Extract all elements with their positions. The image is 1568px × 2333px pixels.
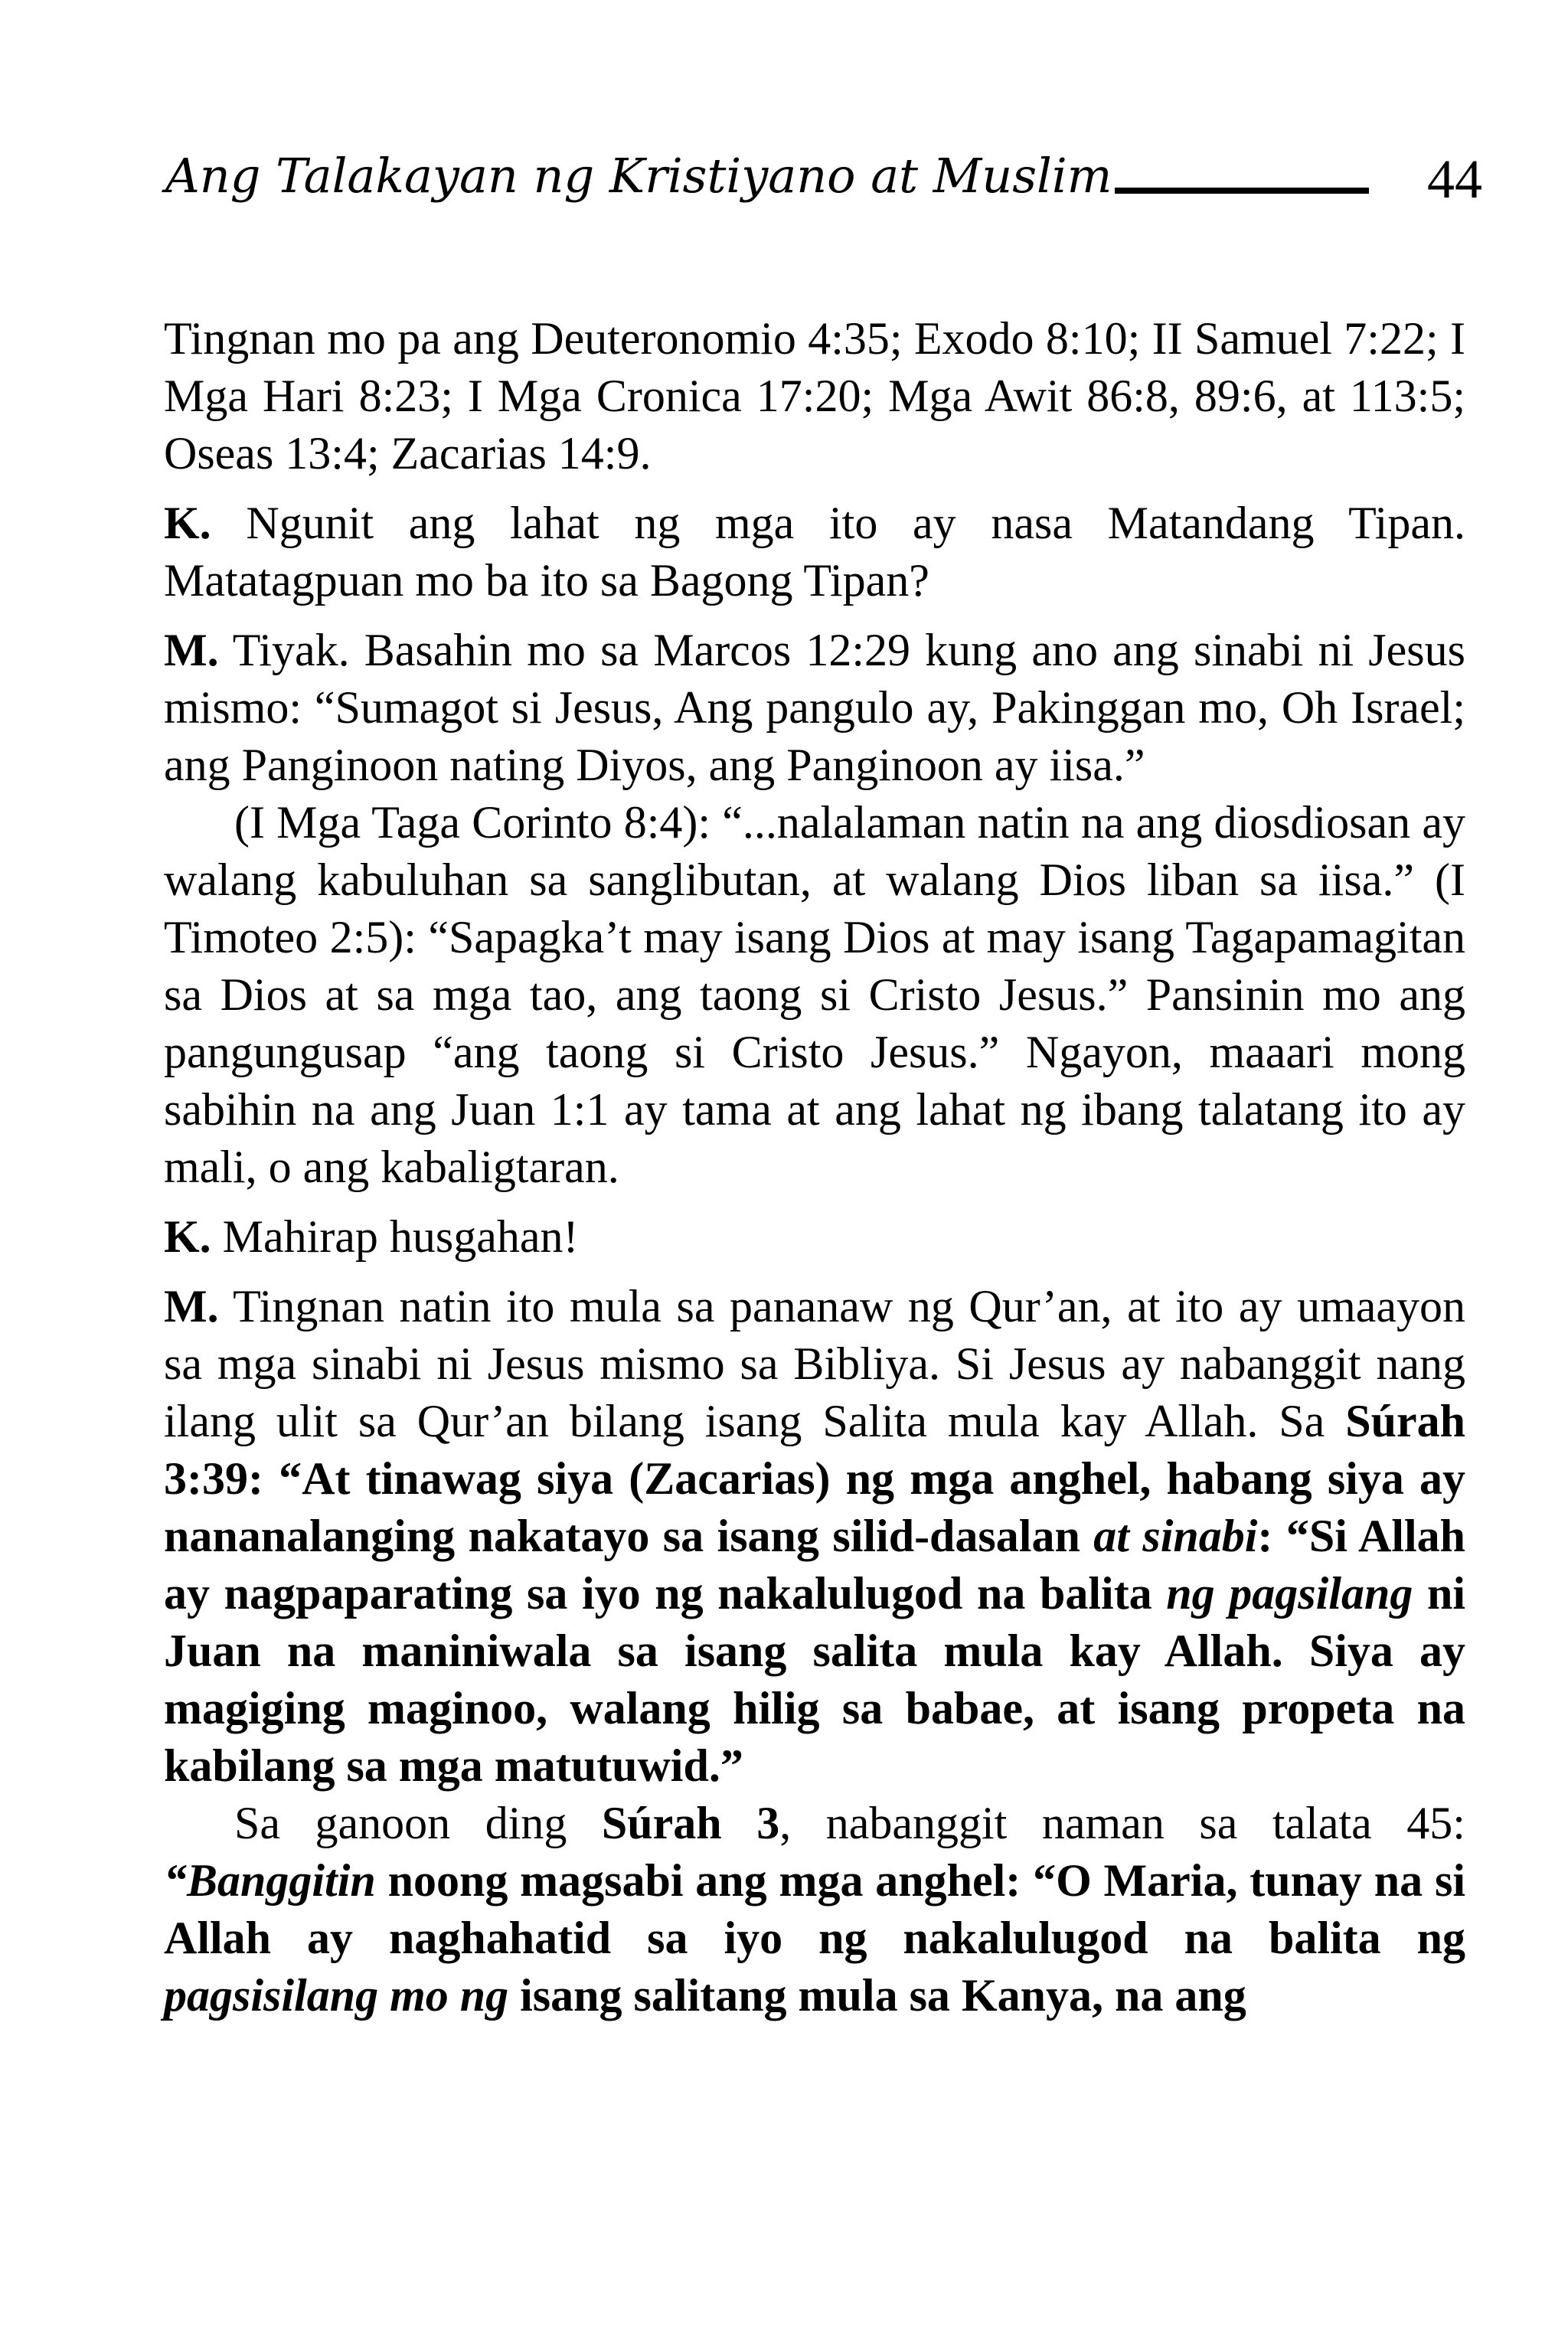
- paragraph-text: Mahirap husgahan!: [211, 1211, 579, 1262]
- running-header: [165, 142, 1482, 226]
- quran-quote: ni Juan na maniniwala sa isang salita mula kay Allah. Siya ay magiging maginoo, walang hilig sa babae, at isang propeta na kabilang sa mga matutuwid.”: [164, 1568, 1465, 1791]
- paragraph-references: [164, 310, 1465, 482]
- paragraph-text: (I Mga Taga Corinto 8:4): “...nalalaman natin na ang diosdiosan ay walang kabuluhan sa sanglibutan, at walang Dios liban sa iisa.” (I Timoteo 2:5): “Sapagka’t may isang Dios at may isang Tagapamagitan sa Dios at sa mga tao, ang taong si Cristo Jesus.” Pansinin mo ang pangungusap “ang taong si Cristo Jesus.” Ngayon, maaari mong sabihin na ang Juan 1:1 ay tama at ang lahat ng ibang talatang ito ay mali, o ang kabaligtaran.: [164, 797, 1465, 1192]
- page-number: 44: [1427, 149, 1482, 210]
- speaker-label: M.: [164, 625, 219, 675]
- question-k-2: [164, 1208, 1465, 1266]
- question-k-1: [164, 495, 1465, 609]
- quran-quote-italic: sinabi: [1142, 1511, 1258, 1561]
- paragraph-text: , nabanggit naman sa talata 45:: [779, 1798, 1465, 1848]
- speaker-label: K.: [164, 498, 211, 548]
- quran-quote-surah: Súrah 3:39: “At tinawag siya (Zacarias) ng mga anghel, habang siya ay nananalanging nakatayo sa isang silid-dasalan: [164, 1396, 1465, 1561]
- header-title: Ang Talakayan ng Kristiyano at Muslim: [165, 148, 1112, 204]
- paragraph-surah-45: [164, 1795, 1465, 2024]
- body-text: [164, 310, 1465, 2024]
- speaker-label: K.: [164, 1211, 211, 1262]
- paragraph-text: Tingnan natin ito mula sa pananaw ng Qur’an, at ito ay umaayon sa mga sinabi ni Jesus mismo sa Bibliya. Si Jesus ay nabanggit nang ilang ulit sa Qur’an bilang isang Salita mula kay Allah. Sa: [164, 1281, 1465, 1446]
- paragraph-corinto: [164, 794, 1465, 1196]
- paragraph-text: Sa ganoon ding: [234, 1798, 602, 1848]
- paragraph-text: Tingnan mo pa ang Deuteronomio 4:35; Exodo 8:10; II Samuel 7:22; I Mga Hari 8:23; I Mga Cronica 17:20; Mga Awit 86:8, 89:6, at 113:5; Oseas 13:4; Zacarias 14:9.: [164, 313, 1465, 479]
- quran-quote-italic: “Banggitin: [164, 1855, 376, 1906]
- header-rule: [1115, 188, 1369, 194]
- quran-quote: noong magsabi ang mga anghel: “O Maria, tunay na si Allah ay naghahatid sa iyo ng nakalulugod na balita ng: [164, 1855, 1465, 1963]
- quran-quote-italic: at: [1093, 1511, 1129, 1561]
- paragraph-text: Ngunit ang lahat ng mga ito ay nasa Matandang Tipan. Matatagpuan mo ba ito sa Bagong Tipan?: [164, 498, 1465, 606]
- speaker-label: M.: [164, 1281, 219, 1332]
- answer-m-2: [164, 1278, 1465, 1795]
- quran-quote: : “Si Allah ay nagpaparating sa iyo ng nakalulugod na balita: [164, 1511, 1466, 1619]
- quran-quote: isang salitang mula sa Kanya, na ang: [508, 1970, 1246, 2021]
- quran-quote-italic: ng pagsilang: [1166, 1568, 1413, 1619]
- paragraph-text: Tiyak. Basahin mo sa Marcos 12:29 kung ano ang sinabi ni Jesus mismo: “Sumagot si Jesus, Ang pangulo ay, Pakinggan mo, Oh Israel; ang Panginoon nating Diyos, ang Panginoon ay iisa.”: [164, 625, 1465, 790]
- space: [1129, 1511, 1142, 1561]
- surah-reference: Súrah 3: [601, 1798, 780, 1848]
- answer-m-1: [164, 622, 1465, 794]
- quran-quote-italic: pagsisilang mo ng: [164, 1970, 509, 2021]
